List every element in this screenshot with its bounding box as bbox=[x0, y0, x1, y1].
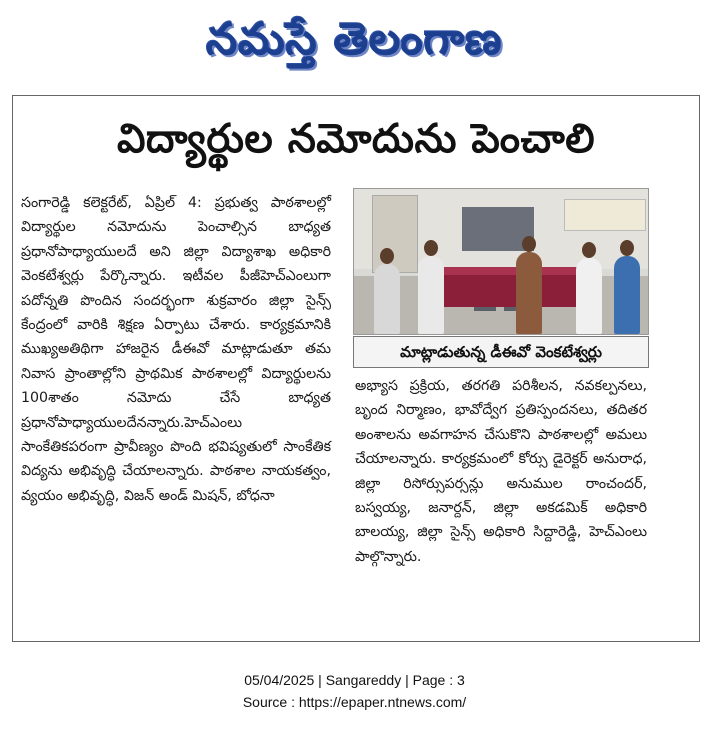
photo-table bbox=[424, 267, 584, 307]
article-right-column: అభ్యాస ప్రక్రియ, తరగతి పరిశీలన, నవకల్పనలు, బృంద నిర్మాణం, భావోద్వేగ ప్రతిస్పందనలు, తదితర అంశాలను అవగాహన చేసుకొని పాఠశాలల్లో అమలు చేయాలన్నారు. కార్యక్రమంలో కోర్సు డైరెక్టర్ అనురాధ, జిల్లా రిసోర్సుపర్సన్లు అనుముల రాంచందర్, బస్వయ్య, జనార్దన్, జిల్లా అకడమిక్ అధికారి బాలయ్య, జిల్లా సైన్స్ అధికారి సిద్దారెడ్డి, హెచ్ఎంలు పాల్గొన్నారు. bbox=[355, 378, 647, 565]
article-headline: విద్యార్థుల నమోదును పెంచాలి bbox=[116, 116, 596, 162]
photo-caption: మాట్లాడుతున్న డీఈవో వెంకటేశ్వర్లు bbox=[353, 336, 649, 368]
photo-person bbox=[418, 256, 444, 334]
footer-source: Source : https://epaper.ntnews.com/ bbox=[242, 694, 467, 710]
article-left-column: సంగారెడ్డి కలెక్టరేట్, ఏప్రిల్ 4: ప్రభుత్వ పాఠశాలల్లో విద్యార్థుల నమోదును పెంచాల్సిన బాధ్యత ప్రధానోపాధ్యాయులదే అని జిల్లా విద్యాశాఖ అధికారి వెంకటేశ్వర్లు పేర్కొన్నారు. ఇటీవల పీజీహెచ్ఎంలుగా పదోన్నతి పొందిన సందర్భంగా శుక్రవారం జిల్లా సైన్స్ కేంద్రంలో వారికి శిక్షణ ఏర్పాటు చేశారు. కార్యక్రమానికి ముఖ్యఅతిథిగా హాజరైన డీఈవో మాట్లాడుతూ తమ నివాస ప్రాంతాల్లోని ప్రాథమిక పాఠశాలల్లో విద్యార్థులను 100శాతం నమోదు చేసే బాధ్యత ప్రధానోపాధ్యాయులదేనన్నారు.హెచ్ఎంలు సాంకేతికపరంగా ప్రావీణ్యం పొంది భవిష్యతులో సాంకేతిక విద్యను అభివృద్ధి చేయాలన్నారు. పాఠశాల నాయకత్వం, వ్యయం అభివృద్ధి, విజన్ అండ్ మిషన్, బోధనా bbox=[21, 195, 331, 504]
newspaper-masthead: నమస్తే తెలంగాణ bbox=[206, 14, 503, 65]
footer-date-edition: 05/04/2025 | Sangareddy | Page : 3 bbox=[244, 672, 465, 688]
article-clipping bbox=[12, 95, 700, 642]
photo-door bbox=[372, 195, 418, 273]
photo-notice-board bbox=[564, 199, 646, 231]
article-photo bbox=[353, 188, 649, 335]
photo-person bbox=[576, 258, 602, 334]
photo-person-speaker bbox=[516, 252, 542, 334]
photo-person bbox=[614, 256, 640, 334]
photo-person bbox=[374, 264, 400, 334]
